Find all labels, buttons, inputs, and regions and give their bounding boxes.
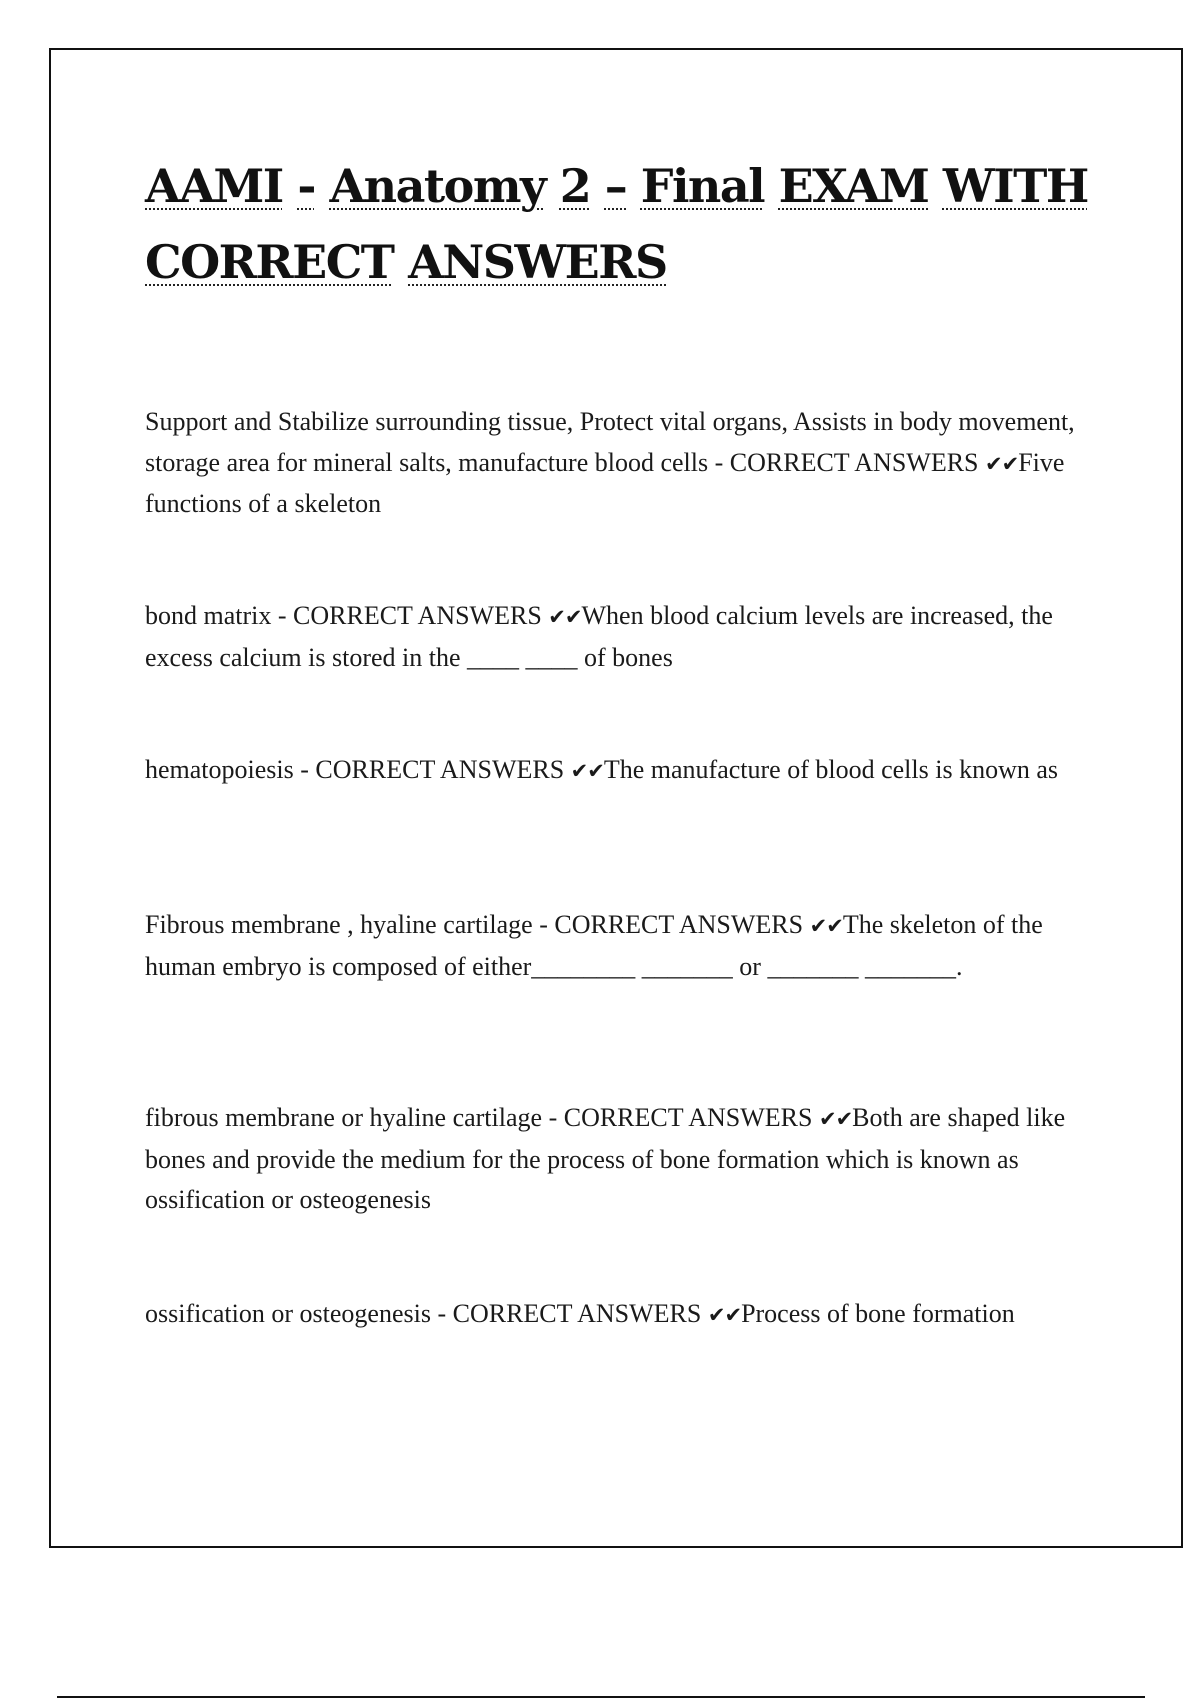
qa-item (145, 1294, 1105, 1336)
check-icon: ✔✔ (809, 914, 843, 938)
footer-divider (57, 1696, 1145, 1698)
answer-separator: - CORRECT ANSWERS (708, 447, 986, 477)
question-text: Both are shaped like bones and provide the medium for the process of bone formation which is known as ossification or osteogenesis (145, 1103, 1066, 1214)
question-text: Process of bone formation (741, 1299, 1015, 1328)
check-icon: ✔✔ (570, 759, 604, 783)
qa-item (145, 1098, 1105, 1221)
answer-separator: - CORRECT ANSWERS (532, 910, 810, 939)
title-word: EXAM (778, 159, 929, 213)
check-icon: ✔✔ (707, 1303, 742, 1327)
answer-separator: - CORRECT ANSWERS (430, 1299, 708, 1328)
qa-item (145, 596, 1105, 678)
question-text: The skeleton of the human embryo is composed of either________ _______ or _______ _______. (145, 910, 1043, 981)
title-word: – (604, 159, 627, 213)
answer-text: hematopoiesis (145, 755, 294, 784)
question-text: Five functions of a skeleton (145, 447, 1065, 518)
answer-separator: - CORRECT ANSWERS (271, 601, 549, 630)
title-word: WITH (942, 159, 1088, 213)
answer-separator: - CORRECT ANSWERS (293, 755, 571, 784)
qa-item (145, 402, 1105, 525)
answer-text: Support and Stabilize surrounding tissue, Protect vital organs, Assists in body movement, storage area for mineral salts, manufacture blood cells (145, 407, 1075, 477)
title-word: ANSWERS (408, 235, 667, 289)
answer-separator: - CORRECT ANSWERS (542, 1103, 819, 1132)
answer-text: fibrous membrane or hyaline cartilage (145, 1103, 543, 1132)
title-word: AAMI (145, 159, 283, 213)
qa-item (145, 750, 1105, 792)
question-text: When blood calcium levels are increased, the excess calcium is stored in the ____ ____ of bones (145, 601, 1053, 672)
answer-text: bond matrix (145, 601, 272, 630)
check-icon: ✔✔ (985, 451, 1019, 476)
title-word: Final (640, 159, 765, 213)
title-word: - (297, 159, 315, 213)
check-icon: ✔✔ (818, 1107, 853, 1131)
document-title (145, 148, 1105, 300)
question-text: The manufacture of blood cells is known as (603, 755, 1059, 784)
title-word: 2 (559, 159, 591, 213)
qa-item (145, 905, 1105, 987)
answer-text: Fibrous membrane , hyaline cartilage (145, 910, 533, 939)
title-word: CORRECT (145, 235, 394, 289)
check-icon: ✔✔ (548, 605, 582, 629)
answer-text: ossification or osteogenesis (145, 1299, 431, 1328)
title-word: Anatomy (329, 159, 546, 213)
